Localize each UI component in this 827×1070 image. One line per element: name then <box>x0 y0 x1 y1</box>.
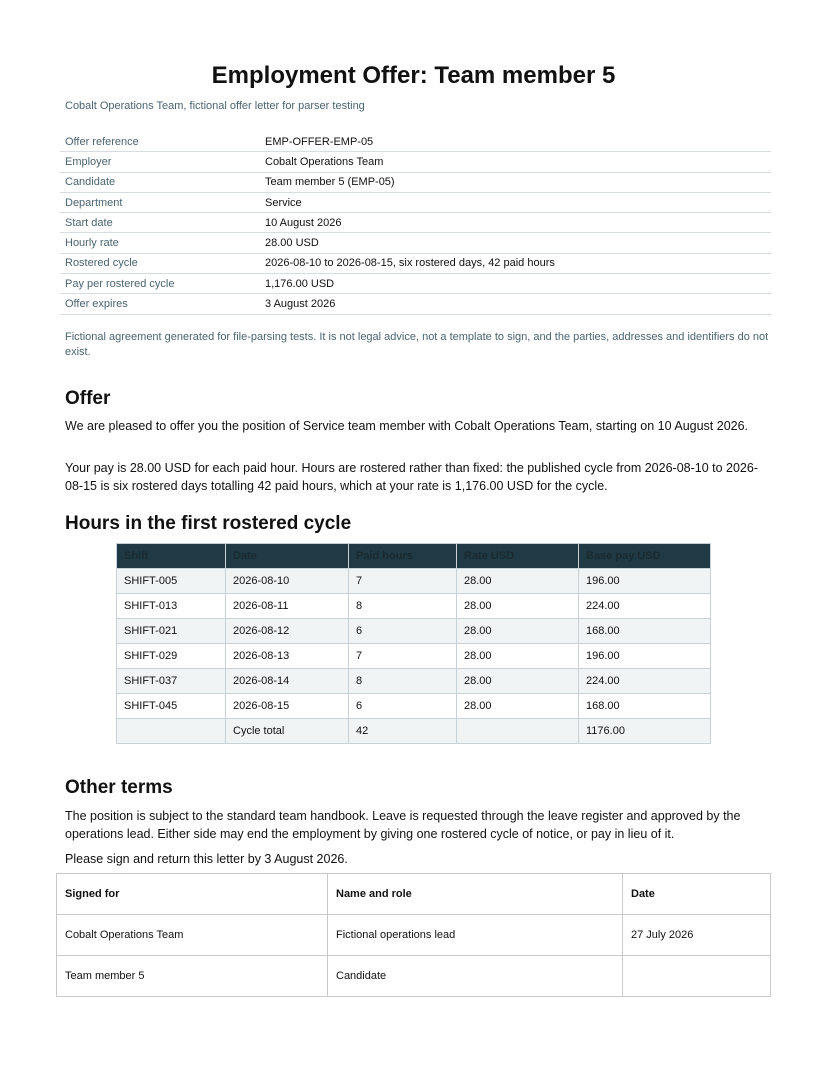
total-paid-hours: 42 <box>349 719 457 744</box>
detail-value: Service <box>260 192 771 212</box>
page-subtitle: Cobalt Operations Team, fictional offer letter for parser testing <box>65 100 365 112</box>
shift-rate: 28.00 <box>457 644 579 669</box>
disclaimer-note: Fictional agreement generated for file-parsing tests. It is not legal advice, not a template to sign, and the parties, addresses and identifiers do not exist. <box>65 331 769 358</box>
detail-key: Offer reference <box>60 132 260 152</box>
shift-id: SHIFT-029 <box>117 644 226 669</box>
column-header-paid-hours: Paid hours <box>349 544 457 569</box>
shift-paid-hours: 7 <box>349 569 457 594</box>
page-title: Employment Offer: Team member 5 <box>211 62 616 89</box>
other-terms-heading: Other terms <box>65 777 173 798</box>
detail-value: 10 August 2026 <box>260 213 771 233</box>
table-row <box>57 956 771 997</box>
shift-rate: 28.00 <box>457 594 579 619</box>
signed-for: Cobalt Operations Team <box>57 915 328 956</box>
table-row <box>117 569 711 594</box>
table-row <box>60 213 771 233</box>
detail-value: EMP-OFFER-EMP-05 <box>260 132 771 152</box>
shift-id: SHIFT-005 <box>117 569 226 594</box>
table-row <box>60 294 771 314</box>
detail-key: Start date <box>60 213 260 233</box>
total-base-pay: 1176.00 <box>579 719 711 744</box>
table-header-row <box>57 874 771 915</box>
table-row <box>117 594 711 619</box>
shift-date: 2026-08-10 <box>226 569 349 594</box>
shift-id: SHIFT-013 <box>117 594 226 619</box>
shift-base-pay: 168.00 <box>579 694 711 719</box>
name-and-role: Fictional operations lead <box>328 915 623 956</box>
offer-paragraph-2: Your pay is 28.00 USD for each paid hour. Hours are rostered rather than fixed: the published cycle from 2026-08-10 to 2026-08-15 is six rostered days totalling 42 paid hours, which at your rate is 1,176.00 USD for the cycle. <box>65 461 758 493</box>
detail-key: Hourly rate <box>60 233 260 253</box>
table-row <box>117 694 711 719</box>
shift-base-pay: 168.00 <box>579 619 711 644</box>
signature-date: 27 July 2026 <box>623 915 771 956</box>
detail-value: 28.00 USD <box>260 233 771 253</box>
detail-key: Employer <box>60 152 260 172</box>
total-rate-blank <box>457 719 579 744</box>
offer-details-table <box>60 132 771 315</box>
shift-paid-hours: 8 <box>349 669 457 694</box>
detail-value: 2026-08-10 to 2026-08-15, six rostered days, 42 paid hours <box>260 253 771 273</box>
shift-rate: 28.00 <box>457 669 579 694</box>
column-header-signed-for: Signed for <box>57 874 328 915</box>
shift-date: 2026-08-11 <box>226 594 349 619</box>
detail-key: Candidate <box>60 172 260 192</box>
detail-value: 3 August 2026 <box>260 294 771 314</box>
detail-key: Rostered cycle <box>60 253 260 273</box>
table-row <box>117 619 711 644</box>
column-header-rate: Rate USD <box>457 544 579 569</box>
shift-paid-hours: 7 <box>349 644 457 669</box>
shift-paid-hours: 8 <box>349 594 457 619</box>
shift-rate: 28.00 <box>457 694 579 719</box>
column-header-date: Date <box>226 544 349 569</box>
shift-id: SHIFT-021 <box>117 619 226 644</box>
total-blank <box>117 719 226 744</box>
shift-hours-table <box>116 543 711 744</box>
table-row <box>60 233 771 253</box>
table-row <box>60 192 771 212</box>
shift-base-pay: 196.00 <box>579 644 711 669</box>
total-label: Cycle total <box>226 719 349 744</box>
table-row <box>60 152 771 172</box>
detail-key: Offer expires <box>60 294 260 314</box>
signed-for: Team member 5 <box>57 956 328 997</box>
table-row <box>60 172 771 192</box>
table-row <box>57 915 771 956</box>
shift-id: SHIFT-045 <box>117 694 226 719</box>
shift-rate: 28.00 <box>457 619 579 644</box>
sign-deadline-paragraph: Please sign and return this letter by 3 August 2026. <box>65 852 348 866</box>
shift-date: 2026-08-15 <box>226 694 349 719</box>
shift-paid-hours: 6 <box>349 619 457 644</box>
shift-rate: 28.00 <box>457 569 579 594</box>
column-header-date: Date <box>623 874 771 915</box>
shift-base-pay: 224.00 <box>579 669 711 694</box>
offer-paragraph-1: We are pleased to offer you the position of Service team member with Cobalt Operations Team, starting on 10 August 2026. <box>65 419 749 433</box>
detail-key: Pay per rostered cycle <box>60 274 260 294</box>
table-row <box>117 669 711 694</box>
cycle-total-row <box>117 719 711 744</box>
column-header-name-role: Name and role <box>328 874 623 915</box>
offer-heading: Offer <box>65 388 111 409</box>
table-row <box>60 253 771 273</box>
table-row <box>117 644 711 669</box>
shift-base-pay: 224.00 <box>579 594 711 619</box>
hours-heading: Hours in the first rostered cycle <box>65 513 352 534</box>
detail-value: Team member 5 (EMP-05) <box>260 172 771 192</box>
detail-value: Cobalt Operations Team <box>260 152 771 172</box>
detail-value: 1,176.00 USD <box>260 274 771 294</box>
shift-date: 2026-08-13 <box>226 644 349 669</box>
table-row <box>60 274 771 294</box>
shift-paid-hours: 6 <box>349 694 457 719</box>
column-header-base-pay: Base pay USD <box>579 544 711 569</box>
shift-base-pay: 196.00 <box>579 569 711 594</box>
signature-table <box>56 873 771 997</box>
signature-date <box>623 956 771 997</box>
table-row <box>60 132 771 152</box>
shift-id: SHIFT-037 <box>117 669 226 694</box>
shift-date: 2026-08-14 <box>226 669 349 694</box>
shift-date: 2026-08-12 <box>226 619 349 644</box>
detail-key: Department <box>60 192 260 212</box>
table-header-row <box>117 544 711 569</box>
column-header-shift: Shift <box>117 544 226 569</box>
other-terms-paragraph: The position is subject to the standard team handbook. Leave is requested through the leave register and approved by the operations lead. Either side may end the employment by giving one rostered cycle of notice, or pay in lieu of it. <box>65 809 741 841</box>
name-and-role: Candidate <box>328 956 623 997</box>
